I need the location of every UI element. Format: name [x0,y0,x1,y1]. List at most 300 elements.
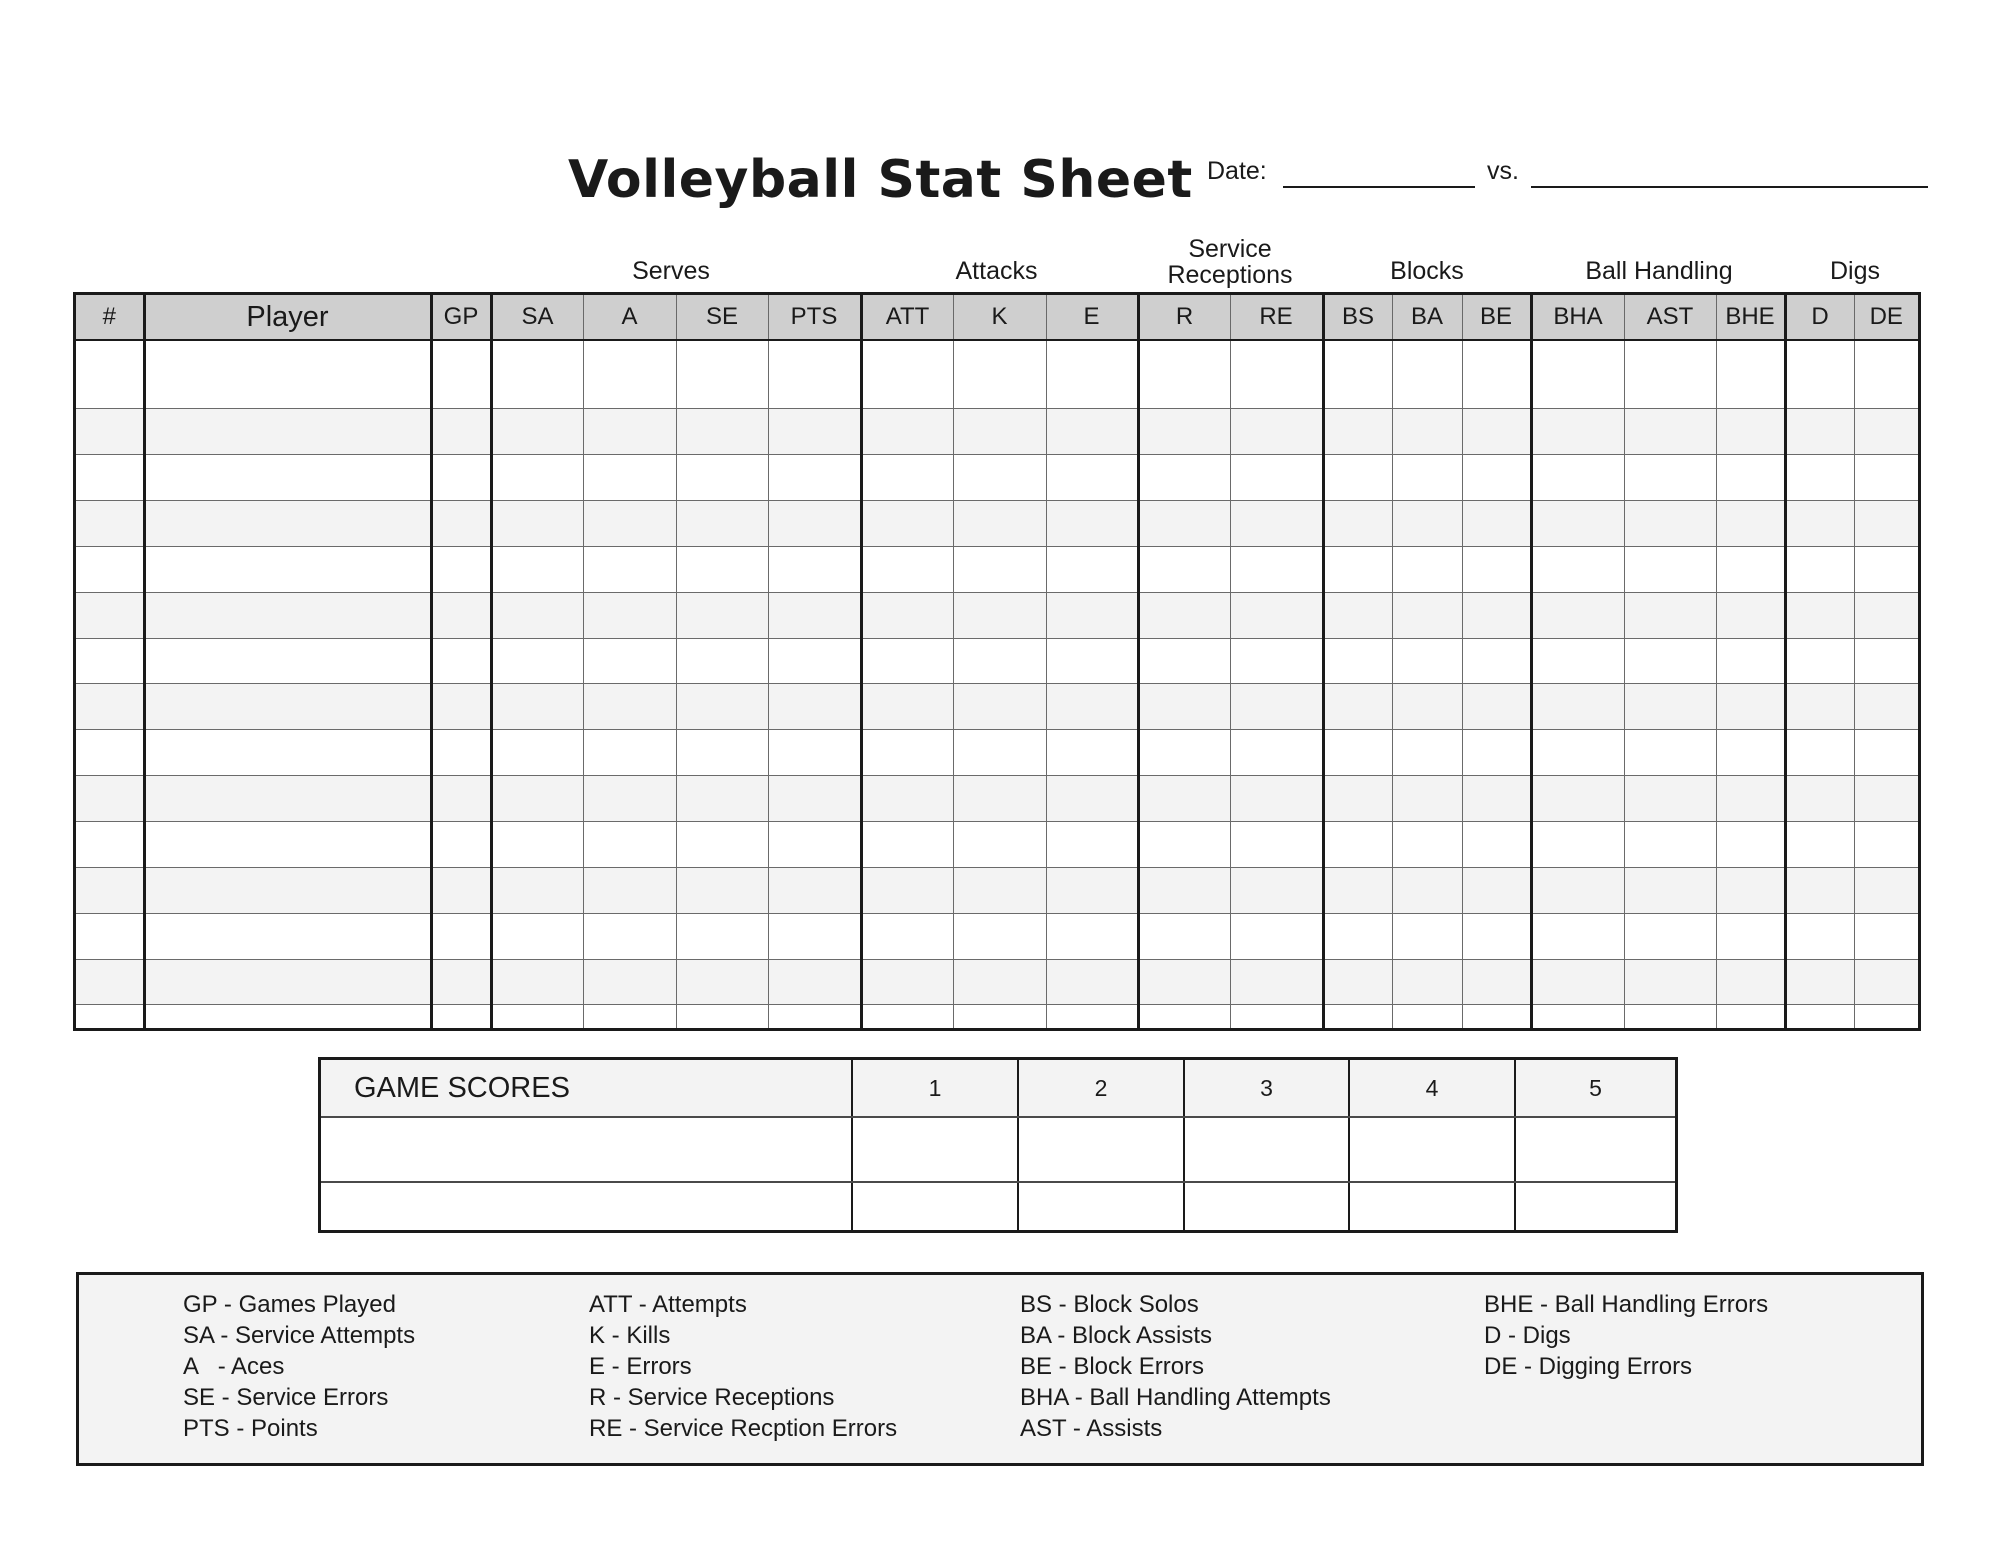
stat-cell[interactable] [1138,546,1230,592]
stat-cell[interactable] [861,501,953,547]
stat-cell[interactable] [1854,822,1918,868]
stat-cell[interactable] [491,638,583,684]
score-cell[interactable] [1184,1117,1349,1182]
stat-cell[interactable] [1138,684,1230,730]
stat-cell[interactable] [1323,340,1392,409]
stat-cell[interactable] [1323,638,1392,684]
player-name-cell[interactable] [144,455,431,501]
stat-cell[interactable] [953,455,1046,501]
stat-cell[interactable] [1138,822,1230,868]
stat-cell[interactable] [491,501,583,547]
stat-cell[interactable] [1392,455,1462,501]
stat-cell[interactable] [1624,913,1716,959]
stat-cell[interactable] [431,684,491,730]
stat-cell[interactable] [583,455,676,501]
stat-cell[interactable] [676,959,768,1005]
jersey-number-cell[interactable] [76,913,144,959]
team-name-cell[interactable] [321,1117,852,1182]
stat-cell[interactable] [1230,867,1323,913]
stat-cell[interactable] [1323,959,1392,1005]
stat-cell[interactable] [1323,684,1392,730]
stat-cell[interactable] [1462,638,1531,684]
stat-cell[interactable] [1392,340,1462,409]
stat-cell[interactable] [1392,867,1462,913]
score-cell[interactable] [852,1117,1018,1182]
stat-cell[interactable] [1138,409,1230,455]
stat-cell[interactable] [491,592,583,638]
stat-cell[interactable] [676,822,768,868]
score-cell[interactable] [1515,1182,1675,1230]
stat-cell[interactable] [1785,959,1854,1005]
stat-cell[interactable] [1046,546,1138,592]
stat-cell[interactable] [768,1005,861,1028]
stat-cell[interactable] [1230,592,1323,638]
stat-cell[interactable] [676,340,768,409]
stat-cell[interactable] [1716,409,1785,455]
jersey-number-cell[interactable] [76,340,144,409]
stat-cell[interactable] [1531,501,1624,547]
stat-cell[interactable] [1392,776,1462,822]
stat-cell[interactable] [1462,501,1531,547]
stat-cell[interactable] [1046,867,1138,913]
stat-cell[interactable] [768,340,861,409]
stat-cell[interactable] [1462,592,1531,638]
stat-cell[interactable] [1716,340,1785,409]
stat-cell[interactable] [583,409,676,455]
stat-cell[interactable] [1854,409,1918,455]
stat-cell[interactable] [583,340,676,409]
stat-cell[interactable] [1138,638,1230,684]
stat-cell[interactable] [1230,546,1323,592]
stat-cell[interactable] [861,455,953,501]
stat-cell[interactable] [431,959,491,1005]
stat-cell[interactable] [1230,913,1323,959]
stat-cell[interactable] [768,959,861,1005]
stat-cell[interactable] [953,592,1046,638]
stat-cell[interactable] [1854,913,1918,959]
player-name-cell[interactable] [144,340,431,409]
stat-cell[interactable] [583,730,676,776]
stat-cell[interactable] [583,776,676,822]
stat-cell[interactable] [1462,959,1531,1005]
player-name-cell[interactable] [144,638,431,684]
stat-cell[interactable] [1230,776,1323,822]
stat-cell[interactable] [953,776,1046,822]
stat-cell[interactable] [1854,684,1918,730]
jersey-number-cell[interactable] [76,867,144,913]
stat-cell[interactable] [1854,867,1918,913]
stat-cell[interactable] [768,867,861,913]
stat-cell[interactable] [1046,455,1138,501]
stat-cell[interactable] [1716,730,1785,776]
jersey-number-cell[interactable] [76,1005,144,1028]
stat-cell[interactable] [1462,455,1531,501]
stat-cell[interactable] [1230,684,1323,730]
stat-cell[interactable] [1531,1005,1624,1028]
jersey-number-cell[interactable] [76,822,144,868]
stat-cell[interactable] [861,867,953,913]
stat-cell[interactable] [1230,501,1323,547]
stat-cell[interactable] [861,776,953,822]
stat-cell[interactable] [676,501,768,547]
stat-cell[interactable] [1138,592,1230,638]
stat-cell[interactable] [676,409,768,455]
player-name-cell[interactable] [144,959,431,1005]
stat-cell[interactable] [861,822,953,868]
stat-cell[interactable] [491,546,583,592]
stat-cell[interactable] [1138,913,1230,959]
stat-cell[interactable] [431,867,491,913]
stat-cell[interactable] [1716,638,1785,684]
stat-cell[interactable] [1392,730,1462,776]
stat-cell[interactable] [1392,959,1462,1005]
stat-cell[interactable] [1716,913,1785,959]
stat-cell[interactable] [953,340,1046,409]
stat-cell[interactable] [1392,822,1462,868]
stat-cell[interactable] [1854,592,1918,638]
stat-cell[interactable] [953,684,1046,730]
stat-cell[interactable] [1716,867,1785,913]
stat-cell[interactable] [1531,730,1624,776]
score-cell[interactable] [1018,1117,1184,1182]
stat-cell[interactable] [431,546,491,592]
stat-cell[interactable] [431,340,491,409]
stat-cell[interactable] [583,1005,676,1028]
stat-cell[interactable] [1716,501,1785,547]
stat-cell[interactable] [1323,409,1392,455]
stat-cell[interactable] [768,638,861,684]
stat-cell[interactable] [491,776,583,822]
stat-cell[interactable] [1230,455,1323,501]
stat-cell[interactable] [583,959,676,1005]
stat-cell[interactable] [768,730,861,776]
stat-cell[interactable] [1138,455,1230,501]
stat-cell[interactable] [1785,730,1854,776]
stat-cell[interactable] [1624,776,1716,822]
stat-cell[interactable] [861,592,953,638]
stat-cell[interactable] [1854,340,1918,409]
stat-cell[interactable] [1854,546,1918,592]
stat-cell[interactable] [1785,1005,1854,1028]
stat-cell[interactable] [1785,455,1854,501]
stat-cell[interactable] [1230,409,1323,455]
score-cell[interactable] [1349,1117,1515,1182]
date-field-line[interactable] [1283,186,1475,188]
stat-cell[interactable] [491,913,583,959]
stat-cell[interactable] [861,340,953,409]
stat-cell[interactable] [1624,959,1716,1005]
stat-cell[interactable] [431,501,491,547]
stat-cell[interactable] [1462,409,1531,455]
stat-cell[interactable] [676,913,768,959]
stat-cell[interactable] [861,959,953,1005]
stat-cell[interactable] [953,1005,1046,1028]
stat-cell[interactable] [1138,1005,1230,1028]
stat-cell[interactable] [1392,546,1462,592]
stat-cell[interactable] [768,776,861,822]
stat-cell[interactable] [1323,867,1392,913]
stat-cell[interactable] [1392,684,1462,730]
player-name-cell[interactable] [144,822,431,868]
player-name-cell[interactable] [144,913,431,959]
stat-cell[interactable] [1046,959,1138,1005]
stat-cell[interactable] [1624,730,1716,776]
stat-cell[interactable] [953,638,1046,684]
stat-cell[interactable] [1046,913,1138,959]
stat-cell[interactable] [861,684,953,730]
stat-cell[interactable] [1462,684,1531,730]
stat-cell[interactable] [861,638,953,684]
stat-cell[interactable] [1462,340,1531,409]
stat-cell[interactable] [1785,776,1854,822]
stat-cell[interactable] [1462,913,1531,959]
stat-cell[interactable] [1230,959,1323,1005]
stat-cell[interactable] [1854,776,1918,822]
stat-cell[interactable] [1854,638,1918,684]
stat-cell[interactable] [676,867,768,913]
stat-cell[interactable] [1462,730,1531,776]
stat-cell[interactable] [431,638,491,684]
stat-cell[interactable] [1392,913,1462,959]
stat-cell[interactable] [1785,913,1854,959]
stat-cell[interactable] [1716,1005,1785,1028]
team-name-cell[interactable] [321,1182,852,1230]
stat-cell[interactable] [1138,959,1230,1005]
stat-cell[interactable] [1785,684,1854,730]
stat-cell[interactable] [491,340,583,409]
jersey-number-cell[interactable] [76,455,144,501]
stat-cell[interactable] [861,913,953,959]
stat-cell[interactable] [1624,455,1716,501]
stat-cell[interactable] [1531,638,1624,684]
stat-cell[interactable] [676,776,768,822]
stat-cell[interactable] [953,913,1046,959]
stat-cell[interactable] [1531,340,1624,409]
stat-cell[interactable] [1785,822,1854,868]
player-name-cell[interactable] [144,592,431,638]
player-name-cell[interactable] [144,501,431,547]
stat-cell[interactable] [1046,822,1138,868]
jersey-number-cell[interactable] [76,592,144,638]
stat-cell[interactable] [1323,1005,1392,1028]
stat-cell[interactable] [768,546,861,592]
stat-cell[interactable] [861,1005,953,1028]
stat-cell[interactable] [583,913,676,959]
stat-cell[interactable] [1531,867,1624,913]
jersey-number-cell[interactable] [76,776,144,822]
stat-cell[interactable] [768,455,861,501]
stat-cell[interactable] [953,409,1046,455]
stat-cell[interactable] [1716,592,1785,638]
score-cell[interactable] [852,1182,1018,1230]
stat-cell[interactable] [1230,340,1323,409]
stat-cell[interactable] [1462,1005,1531,1028]
stat-cell[interactable] [1854,959,1918,1005]
player-name-cell[interactable] [144,546,431,592]
stat-cell[interactable] [1785,867,1854,913]
stat-cell[interactable] [583,638,676,684]
stat-cell[interactable] [1854,501,1918,547]
stat-cell[interactable] [1392,409,1462,455]
stat-cell[interactable] [1462,867,1531,913]
jersey-number-cell[interactable] [76,959,144,1005]
stat-cell[interactable] [1716,822,1785,868]
stat-cell[interactable] [1046,1005,1138,1028]
score-cell[interactable] [1515,1117,1675,1182]
opponent-field-line[interactable] [1531,186,1928,188]
stat-cell[interactable] [768,409,861,455]
jersey-number-cell[interactable] [76,501,144,547]
player-name-cell[interactable] [144,409,431,455]
stat-cell[interactable] [768,913,861,959]
stat-cell[interactable] [1624,1005,1716,1028]
stat-cell[interactable] [953,546,1046,592]
stat-cell[interactable] [1716,546,1785,592]
stat-cell[interactable] [1716,959,1785,1005]
player-name-cell[interactable] [144,684,431,730]
stat-cell[interactable] [1624,822,1716,868]
stat-cell[interactable] [1716,776,1785,822]
stat-cell[interactable] [1854,730,1918,776]
player-name-cell[interactable] [144,1005,431,1028]
stat-cell[interactable] [1624,592,1716,638]
stat-cell[interactable] [768,684,861,730]
player-name-cell[interactable] [144,730,431,776]
stat-cell[interactable] [1716,455,1785,501]
stat-cell[interactable] [1138,340,1230,409]
stat-cell[interactable] [1531,776,1624,822]
score-cell[interactable] [1184,1182,1349,1230]
stat-cell[interactable] [1138,867,1230,913]
stat-cell[interactable] [676,592,768,638]
stat-cell[interactable] [1785,546,1854,592]
stat-cell[interactable] [1046,340,1138,409]
stat-cell[interactable] [1624,501,1716,547]
stat-cell[interactable] [1138,776,1230,822]
stat-cell[interactable] [1624,546,1716,592]
stat-cell[interactable] [491,455,583,501]
stat-cell[interactable] [1392,638,1462,684]
stat-cell[interactable] [1531,684,1624,730]
jersey-number-cell[interactable] [76,546,144,592]
stat-cell[interactable] [676,684,768,730]
stat-cell[interactable] [1138,501,1230,547]
stat-cell[interactable] [861,730,953,776]
stat-cell[interactable] [1230,638,1323,684]
stat-cell[interactable] [431,409,491,455]
stat-cell[interactable] [1323,776,1392,822]
stat-cell[interactable] [953,959,1046,1005]
stat-cell[interactable] [583,684,676,730]
stat-cell[interactable] [1624,340,1716,409]
stat-cell[interactable] [1323,546,1392,592]
stat-cell[interactable] [1323,501,1392,547]
stat-cell[interactable] [491,867,583,913]
stat-cell[interactable] [953,501,1046,547]
stat-cell[interactable] [1854,455,1918,501]
stat-cell[interactable] [1046,776,1138,822]
stat-cell[interactable] [1046,638,1138,684]
score-cell[interactable] [1349,1182,1515,1230]
stat-cell[interactable] [431,913,491,959]
stat-cell[interactable] [491,730,583,776]
stat-cell[interactable] [1531,409,1624,455]
stat-cell[interactable] [583,501,676,547]
stat-cell[interactable] [1323,822,1392,868]
stat-cell[interactable] [1230,730,1323,776]
stat-cell[interactable] [1046,501,1138,547]
stat-cell[interactable] [1392,1005,1462,1028]
player-name-cell[interactable] [144,867,431,913]
stat-cell[interactable] [1531,822,1624,868]
jersey-number-cell[interactable] [76,638,144,684]
stat-cell[interactable] [768,501,861,547]
player-name-cell[interactable] [144,776,431,822]
stat-cell[interactable] [583,592,676,638]
stat-cell[interactable] [1785,409,1854,455]
stat-cell[interactable] [676,730,768,776]
stat-cell[interactable] [676,546,768,592]
stat-cell[interactable] [1046,409,1138,455]
stat-cell[interactable] [1323,455,1392,501]
stat-cell[interactable] [1785,638,1854,684]
stat-cell[interactable] [953,867,1046,913]
stat-cell[interactable] [491,959,583,1005]
stat-cell[interactable] [1462,546,1531,592]
stat-cell[interactable] [1785,501,1854,547]
stat-cell[interactable] [1462,776,1531,822]
stat-cell[interactable] [861,409,953,455]
stat-cell[interactable] [1624,867,1716,913]
stat-cell[interactable] [1323,913,1392,959]
stat-cell[interactable] [491,684,583,730]
stat-cell[interactable] [1138,730,1230,776]
stat-cell[interactable] [431,1005,491,1028]
stat-cell[interactable] [1531,455,1624,501]
stat-cell[interactable] [1785,340,1854,409]
score-cell[interactable] [1018,1182,1184,1230]
stat-cell[interactable] [1046,730,1138,776]
stat-cell[interactable] [1323,730,1392,776]
stat-cell[interactable] [431,592,491,638]
stat-cell[interactable] [583,867,676,913]
stat-cell[interactable] [1531,959,1624,1005]
stat-cell[interactable] [583,822,676,868]
jersey-number-cell[interactable] [76,684,144,730]
stat-cell[interactable] [1392,592,1462,638]
stat-cell[interactable] [431,455,491,501]
stat-cell[interactable] [491,1005,583,1028]
stat-cell[interactable] [1531,546,1624,592]
stat-cell[interactable] [1716,684,1785,730]
stat-cell[interactable] [768,592,861,638]
stat-cell[interactable] [583,546,676,592]
stat-cell[interactable] [676,1005,768,1028]
stat-cell[interactable] [1230,822,1323,868]
jersey-number-cell[interactable] [76,730,144,776]
jersey-number-cell[interactable] [76,409,144,455]
stat-cell[interactable] [1785,592,1854,638]
stat-cell[interactable] [1531,592,1624,638]
stat-cell[interactable] [1392,501,1462,547]
stat-cell[interactable] [1046,684,1138,730]
stat-cell[interactable] [431,822,491,868]
stat-cell[interactable] [953,822,1046,868]
stat-cell[interactable] [1854,1005,1918,1028]
stat-cell[interactable] [431,730,491,776]
stat-cell[interactable] [1624,638,1716,684]
stat-cell[interactable] [676,638,768,684]
